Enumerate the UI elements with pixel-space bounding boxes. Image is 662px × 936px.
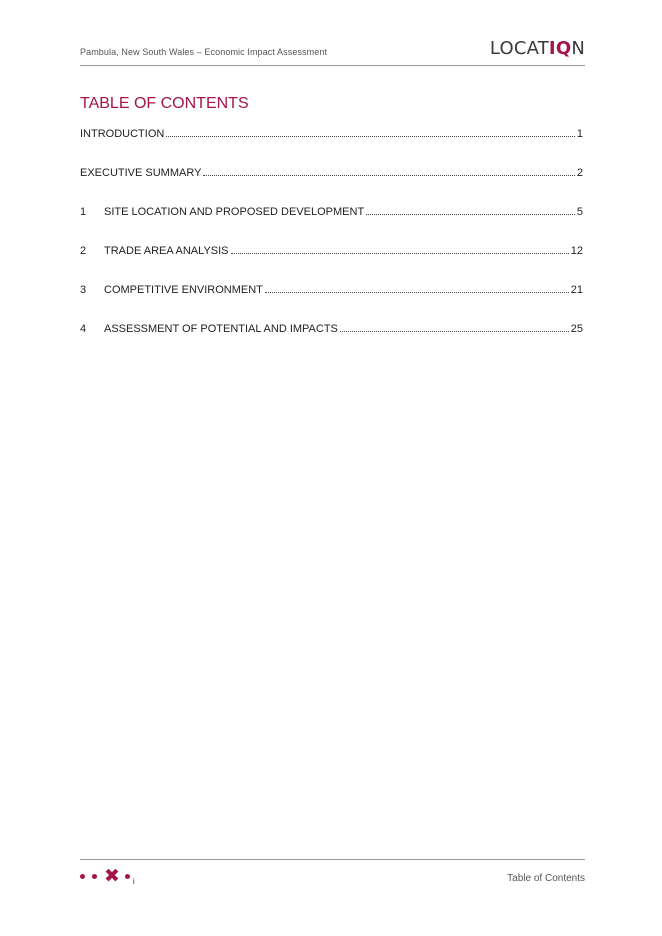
logo-text-prefix: LOCAT	[489, 38, 549, 59]
toc-entry[interactable]	[80, 244, 583, 283]
footer-brand-mark	[80, 867, 135, 885]
toc-leader-dots	[366, 205, 575, 215]
toc-entry-number: 4	[80, 323, 87, 335]
toc-entry-number: 1	[80, 206, 87, 218]
toc-entry-page: 5	[576, 206, 583, 218]
toc-leader-dots	[231, 244, 569, 254]
toc-entry-page: 12	[570, 245, 583, 257]
locationiq-logo	[490, 38, 585, 59]
toc-entry-number: 2	[80, 245, 87, 257]
toc-entry-label: SITE LOCATION AND PROPOSED DEVELOPMENT	[104, 206, 365, 218]
page-header	[80, 38, 585, 66]
toc-entry-page: 25	[570, 323, 583, 335]
footer-section-label: Table of Contents	[507, 873, 585, 884]
toc-leader-dots	[265, 283, 569, 293]
toc-entry-page: 2	[576, 167, 583, 179]
toc-entry-page: 21	[570, 284, 583, 296]
page-number: i	[132, 876, 135, 886]
page-footer	[80, 859, 585, 890]
dot-icon	[80, 874, 85, 879]
toc-leader-dots	[340, 322, 569, 332]
toc-entry-label: INTRODUCTION	[80, 128, 165, 140]
toc-entry-page: 1	[576, 128, 583, 140]
toc-heading: TABLE OF CONTENTS	[80, 95, 249, 112]
toc-entry[interactable]	[80, 322, 583, 361]
toc-entry[interactable]	[80, 205, 583, 244]
dot-icon	[92, 874, 97, 879]
toc-leader-dots	[166, 127, 575, 137]
x-mark-icon: ✖	[104, 865, 120, 887]
toc-entry[interactable]	[80, 166, 583, 205]
logo-text-last: N	[571, 38, 585, 59]
toc-entry[interactable]	[80, 127, 583, 166]
toc-entry-label: COMPETITIVE ENVIRONMENT	[104, 284, 263, 296]
toc-entry-number: 3	[80, 284, 87, 296]
document-title: Pambula, New South Wales – Economic Impact Assessment	[80, 47, 328, 57]
toc-entry-label: ASSESSMENT OF POTENTIAL AND IMPACTS	[104, 323, 338, 335]
table-of-contents	[80, 127, 583, 361]
dot-icon	[125, 874, 130, 879]
toc-leader-dots	[203, 166, 574, 176]
toc-entry[interactable]	[80, 283, 583, 322]
logo-text-iq: IQ	[548, 38, 572, 59]
toc-entry-label: EXECUTIVE SUMMARY	[80, 167, 202, 179]
toc-entry-label: TRADE AREA ANALYSIS	[104, 245, 229, 257]
